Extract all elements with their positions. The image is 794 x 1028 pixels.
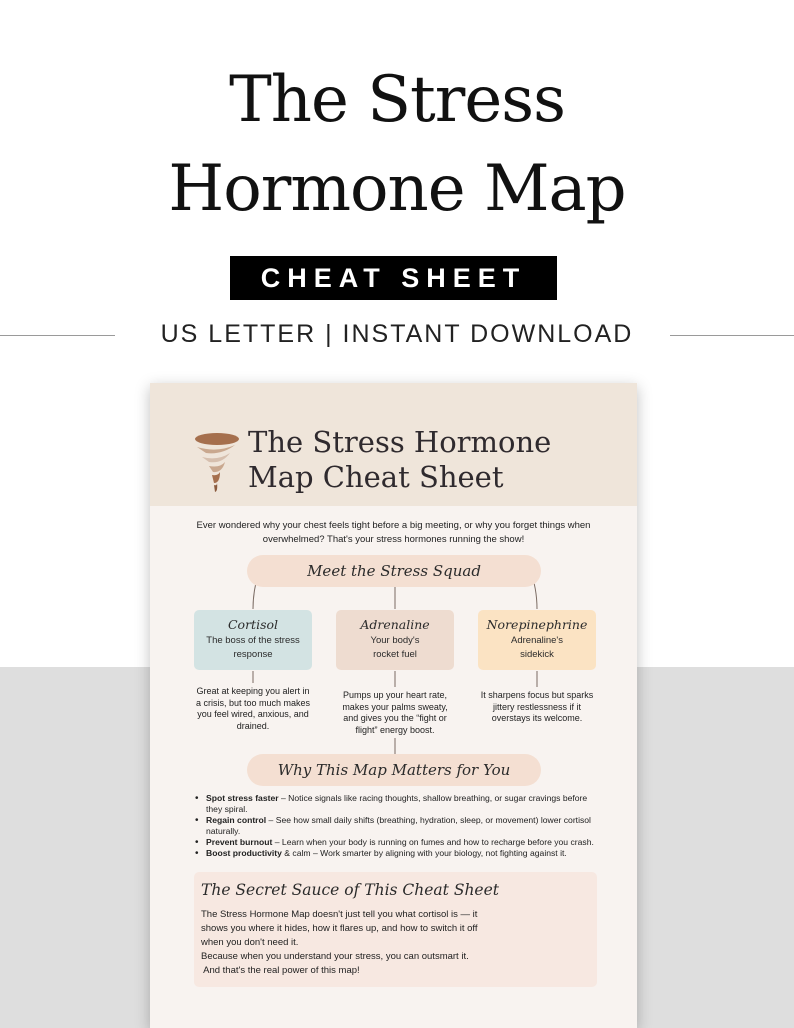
hormone-desc-line: rocket fuel (373, 649, 417, 660)
hormone-desc (478, 634, 596, 662)
squad-heading: Meet the Stress Squad (247, 555, 541, 587)
norepinephrine-detail (474, 690, 600, 725)
secret-sauce-title: The Secret Sauce of This Cheat Sheet (201, 881, 499, 899)
secret-line: when you don't need it. (201, 937, 299, 948)
list-item (194, 793, 614, 815)
bullet-text: they spiral. (206, 804, 248, 814)
adrenaline-detail (332, 690, 458, 736)
cortisol-detail (190, 686, 316, 732)
hormone-card-norepinephrine (478, 610, 596, 670)
bullet-text: – Notice signals like racing thoughts, shallow breathing, or sugar cravings before (278, 793, 588, 803)
benefits-list (194, 793, 614, 859)
hormone-card-adrenaline (336, 610, 454, 670)
list-item (194, 815, 614, 837)
hormone-desc-line: The boss of the stress (206, 635, 300, 646)
intro-line: Ever wondered why your chest feels tight before a big meeting, or why you forget things when (196, 520, 591, 531)
bullet-bold: Prevent burnout (206, 837, 273, 847)
hormone-desc-line: Adrenaline's (511, 635, 563, 646)
detail-line: makes your palms sweaty, (342, 701, 448, 712)
detail-line: you feel wired, anxious, and (197, 709, 309, 719)
bullet-bold: Regain control (206, 815, 267, 825)
secret-line: And that's the real power of this map! (201, 965, 360, 976)
hormone-card-cortisol (194, 610, 312, 670)
detail-line: and gives you the “fight or (343, 713, 447, 723)
bullet-bold: Spot stress faster (206, 793, 279, 803)
secret-line: shows you where it hides, how it flares up, and how to switch it off (201, 923, 478, 934)
hero-title-line2: Hormone Map (168, 152, 626, 226)
hormone-desc-line: response (233, 649, 273, 660)
hormone-desc-line: sidekick (520, 649, 554, 660)
format-subtitle: US LETTER | INSTANT DOWNLOAD (160, 320, 634, 348)
bullet-text: naturally. (206, 826, 241, 836)
right-divider (670, 335, 794, 336)
secret-sauce-box (194, 872, 597, 987)
bullet-text: – Learn when your body is running on fumes and how to recharge before you crash. (272, 837, 594, 847)
cheat-sheet-preview (150, 383, 637, 1028)
hormone-desc (336, 634, 454, 662)
hormone-desc-line: Your body's (370, 635, 420, 646)
hormone-name: Cortisol (227, 617, 279, 632)
detail-line: Pumps up your heart rate, (342, 690, 448, 700)
secret-line: The Stress Hormone Map doesn't just tell you what cortisol is — it (201, 909, 478, 920)
subtitle-row (0, 320, 794, 352)
detail-line: It sharpens focus but sparks (480, 690, 594, 700)
hormone-name: Adrenaline (360, 617, 430, 632)
detail-line: Great at keeping you alert in (196, 686, 310, 696)
sheet-title-line2: Map Cheat Sheet (248, 460, 504, 494)
secret-sauce-body (201, 908, 501, 978)
detail-line: overstays its welcome. (491, 713, 583, 723)
detail-line: a crisis, but too much makes (195, 697, 311, 708)
bullet-bold: Boost productivity (206, 848, 282, 858)
detail-line: flight” energy boost. (355, 724, 435, 735)
matters-heading: Why This Map Matters for You (247, 754, 541, 786)
intro-line: overwhelmed? That's your stress hormones running the show! (262, 534, 525, 545)
cheat-sheet-badge: CHEAT SHEET (230, 256, 557, 300)
hormone-name: Norepinephrine (486, 617, 588, 632)
list-item (194, 837, 614, 848)
hero-title-line1: The Stress (229, 63, 565, 137)
list-item (194, 848, 614, 859)
secret-line: Because when you understand your stress, you can outsmart it. (201, 951, 469, 962)
bullet-text: – See how small daily shifts (breathing, hydration, sleep, or movement) lower cortisol (266, 815, 591, 825)
detail-line: drained. (236, 720, 270, 731)
bullet-text: & calm – Work smarter by aligning with your biology, not fighting against it. (281, 848, 567, 858)
detail-line: jittery restlessness if it (492, 701, 582, 712)
hormone-desc (194, 634, 312, 662)
sheet-title-line1: The Stress Hormone (248, 425, 552, 459)
